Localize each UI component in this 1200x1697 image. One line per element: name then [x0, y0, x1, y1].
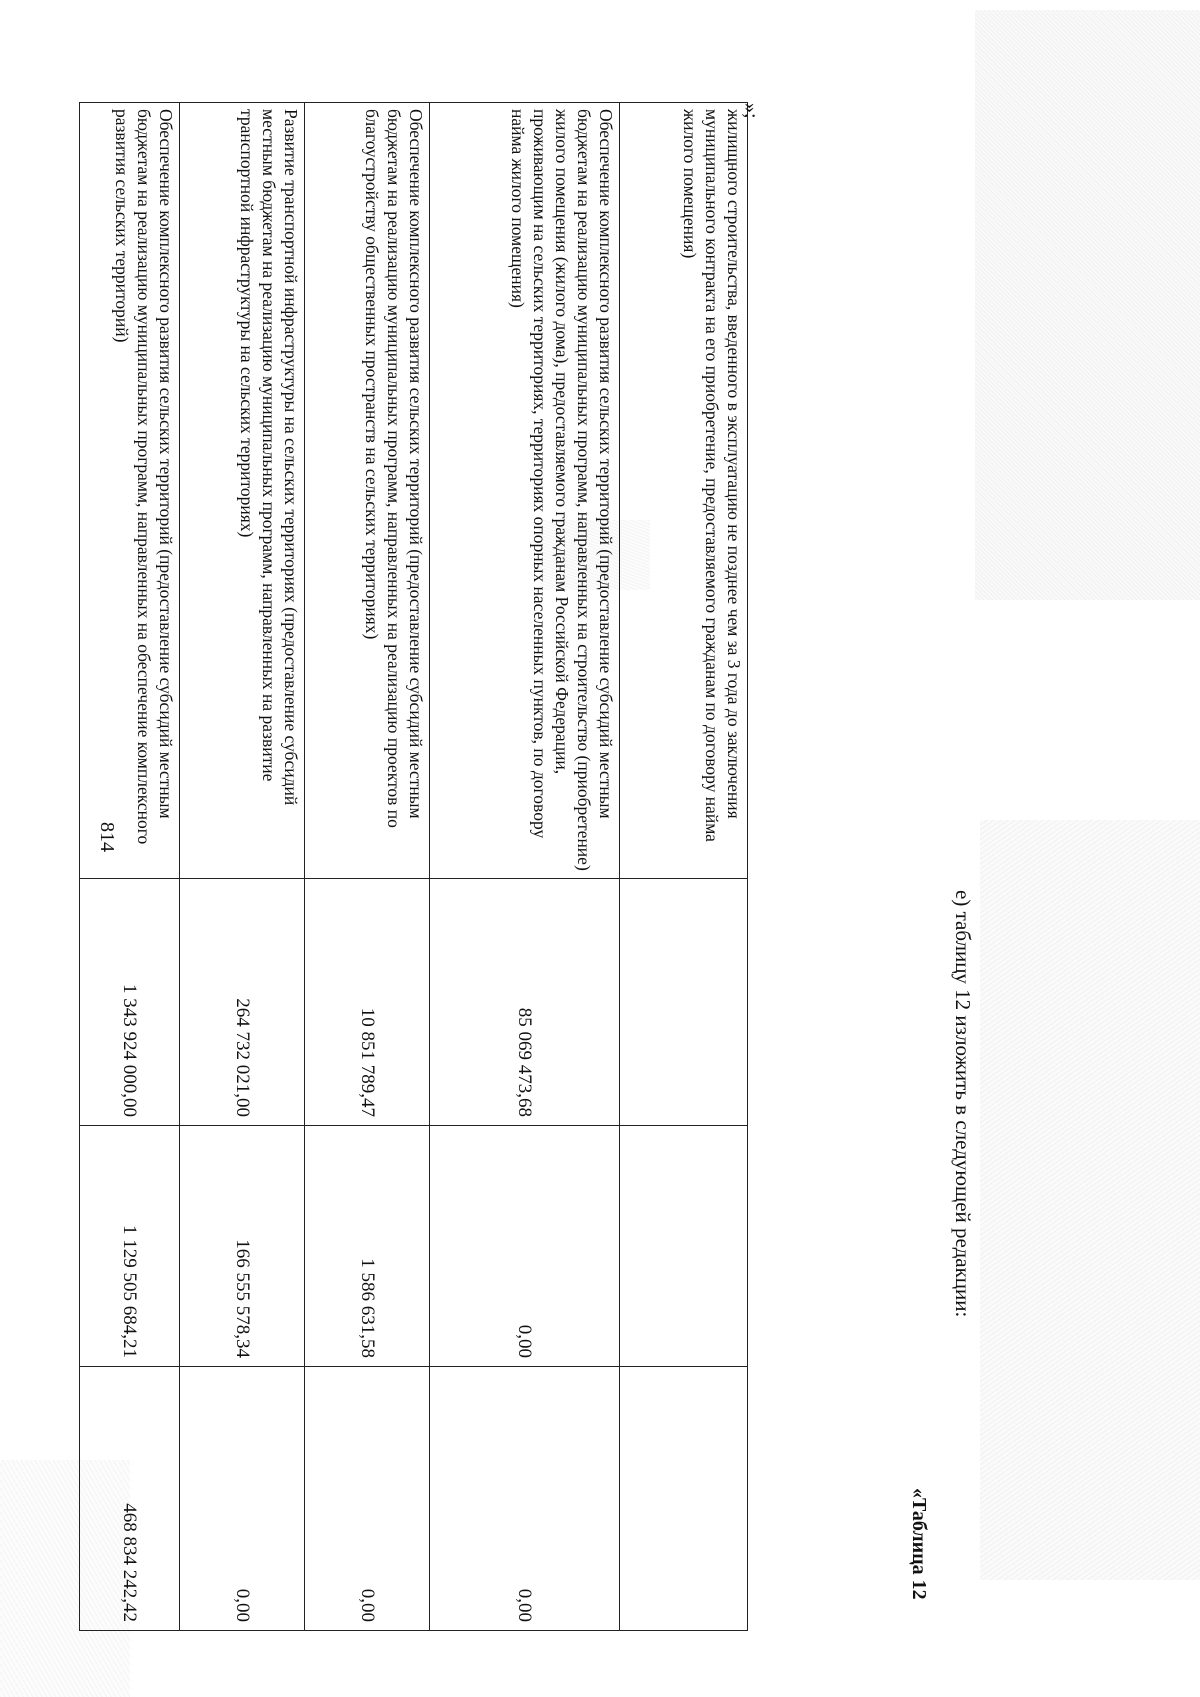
table-row	[430, 103, 620, 1631]
table-row	[180, 103, 305, 1631]
amendment-instruction: е) таблицу 12 изложить в следующей редакции:	[951, 890, 975, 1318]
row-value-2	[620, 1126, 748, 1367]
row-description: Обеспечение комплексного развития сельских территорий (предоставление субсидий местным бюджетам на реализацию муниципальных программ, направленных на реализацию проектов по благоустройству общественных пространств на сельских территориях)	[305, 103, 430, 879]
row-description: Обеспечение комплексного развития сельских территорий (предоставление субсидий местным бюджетам на реализацию муниципальных программ, направленных на строительство (приобретение) жилого помещения (жилого дома), предоставляемого гражданам Российской Федерации, проживающим на сельских территориях, территориях опорных населенных пунктов, по договору найма жилого помещения)	[430, 103, 620, 879]
row-value-3: 0,00	[430, 1367, 620, 1631]
row-value-1: 1 343 924 000,00	[80, 879, 180, 1126]
table-caption: «Таблица 12	[908, 1488, 930, 1600]
row-value-3: 0,00	[180, 1367, 305, 1631]
row-value-1: 10 851 789,47	[305, 879, 430, 1126]
row-value-3: 468 834 242,42	[80, 1367, 180, 1631]
row-value-1: 264 732 021,00	[180, 879, 305, 1126]
row-description: жилищного строительства, введенного в эксплуатацию не позднее чем за 3 года до заключения муниципального контракта на его приобретение, предоставляемого гражданам по договору найма жилого помещения)	[620, 103, 748, 879]
row-value-3: 0,00	[305, 1367, 430, 1631]
closing-quote-mark: »;	[740, 103, 762, 119]
row-value-1	[620, 879, 748, 1126]
table-row	[620, 103, 748, 1631]
row-value-2: 166 555 578,34	[180, 1126, 305, 1367]
row-description: Развитие транспортной инфраструктуры на сельских территориях (предоставление субсидий местным бюджетам на реализацию муниципальных программ, направленных на развитие транспортной инфраструктуры на сельских территориях)	[180, 103, 305, 879]
row-value-2: 0,00	[430, 1126, 620, 1367]
page-number: 814	[96, 822, 118, 852]
row-description: Обеспечение комплексного развития сельских территорий (предоставление субсидий местным бюджетам на реализацию муниципальных программ, направленных на обеспечение комплексного развития сельских территорий)	[80, 103, 180, 879]
table-row	[80, 103, 180, 1631]
row-value-2: 1 586 631,58	[305, 1126, 430, 1367]
table-row	[305, 103, 430, 1631]
row-value-1: 85 069 473,68	[430, 879, 620, 1126]
row-value-3	[620, 1367, 748, 1631]
row-value-2: 1 129 505 684,21	[80, 1126, 180, 1367]
budget-table	[79, 102, 748, 1631]
